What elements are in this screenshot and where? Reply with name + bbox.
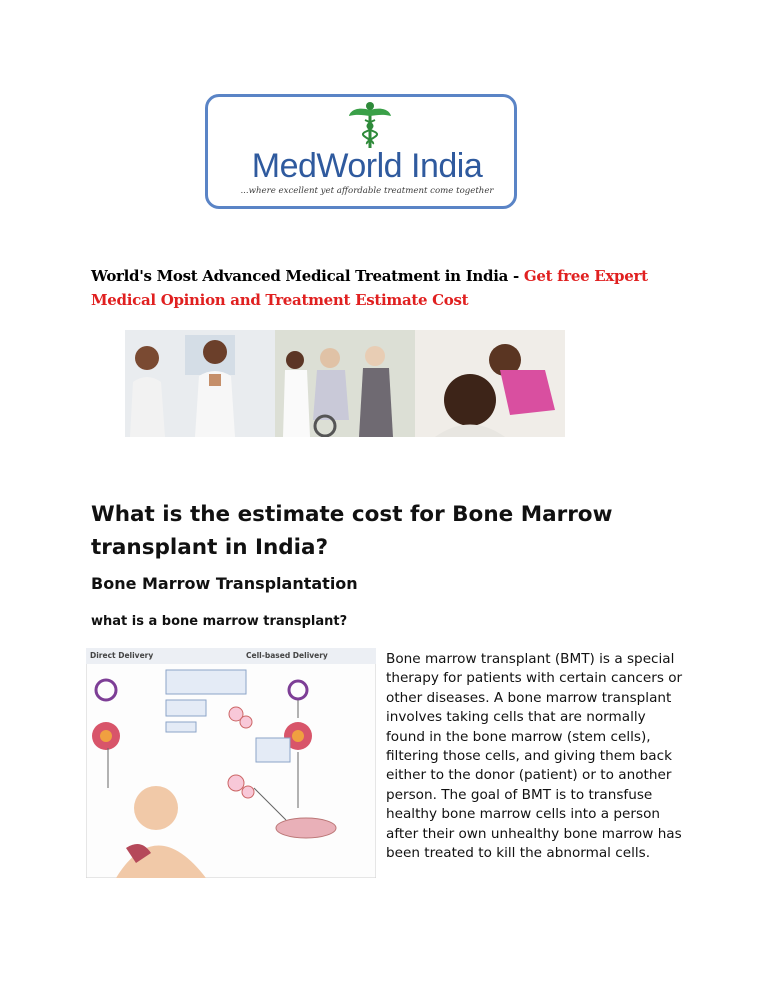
caduceus-icon [345,100,395,150]
diagram-label-direct: Direct Delivery [90,651,154,660]
logo-wordmark: MedWorld India [251,147,483,185]
article-paragraph: Bone marrow transplant (BMT) is a special therapy for patients with certain cancers or other diseases. A bone marrow transplant involves taking cells that are normally found in the bone marrow (stem cells), filtering those cells, and giving them back either to the donor (patient) or to another person. The goal of BMT is to transfuse healthy bone marrow cells into a person after their own unhealthy bone marrow has been treated to kill the abnormal cells. [386,651,683,862]
page-headline [91,264,691,312]
section-heading: Bone Marrow Transplantation [91,574,358,593]
headline-offer-link[interactable]: Get free Expert Medical Opinion and Treatment Estimate Cost [91,267,648,309]
medical-team-photo [125,330,565,437]
subsection-question: what is a bone marrow transplant? [91,614,348,629]
headline-text: World's Most Advanced Medical Treatment in India - [91,267,524,285]
logo-tagline: ...where excellent yet affordable treatment come together [240,186,494,196]
stem-cell-delivery-diagram [86,648,376,878]
article-title: What is the estimate cost for Bone Marrow transplant in India? [91,502,613,560]
diagram-label-cell-based: Cell-based Delivery [246,651,328,660]
